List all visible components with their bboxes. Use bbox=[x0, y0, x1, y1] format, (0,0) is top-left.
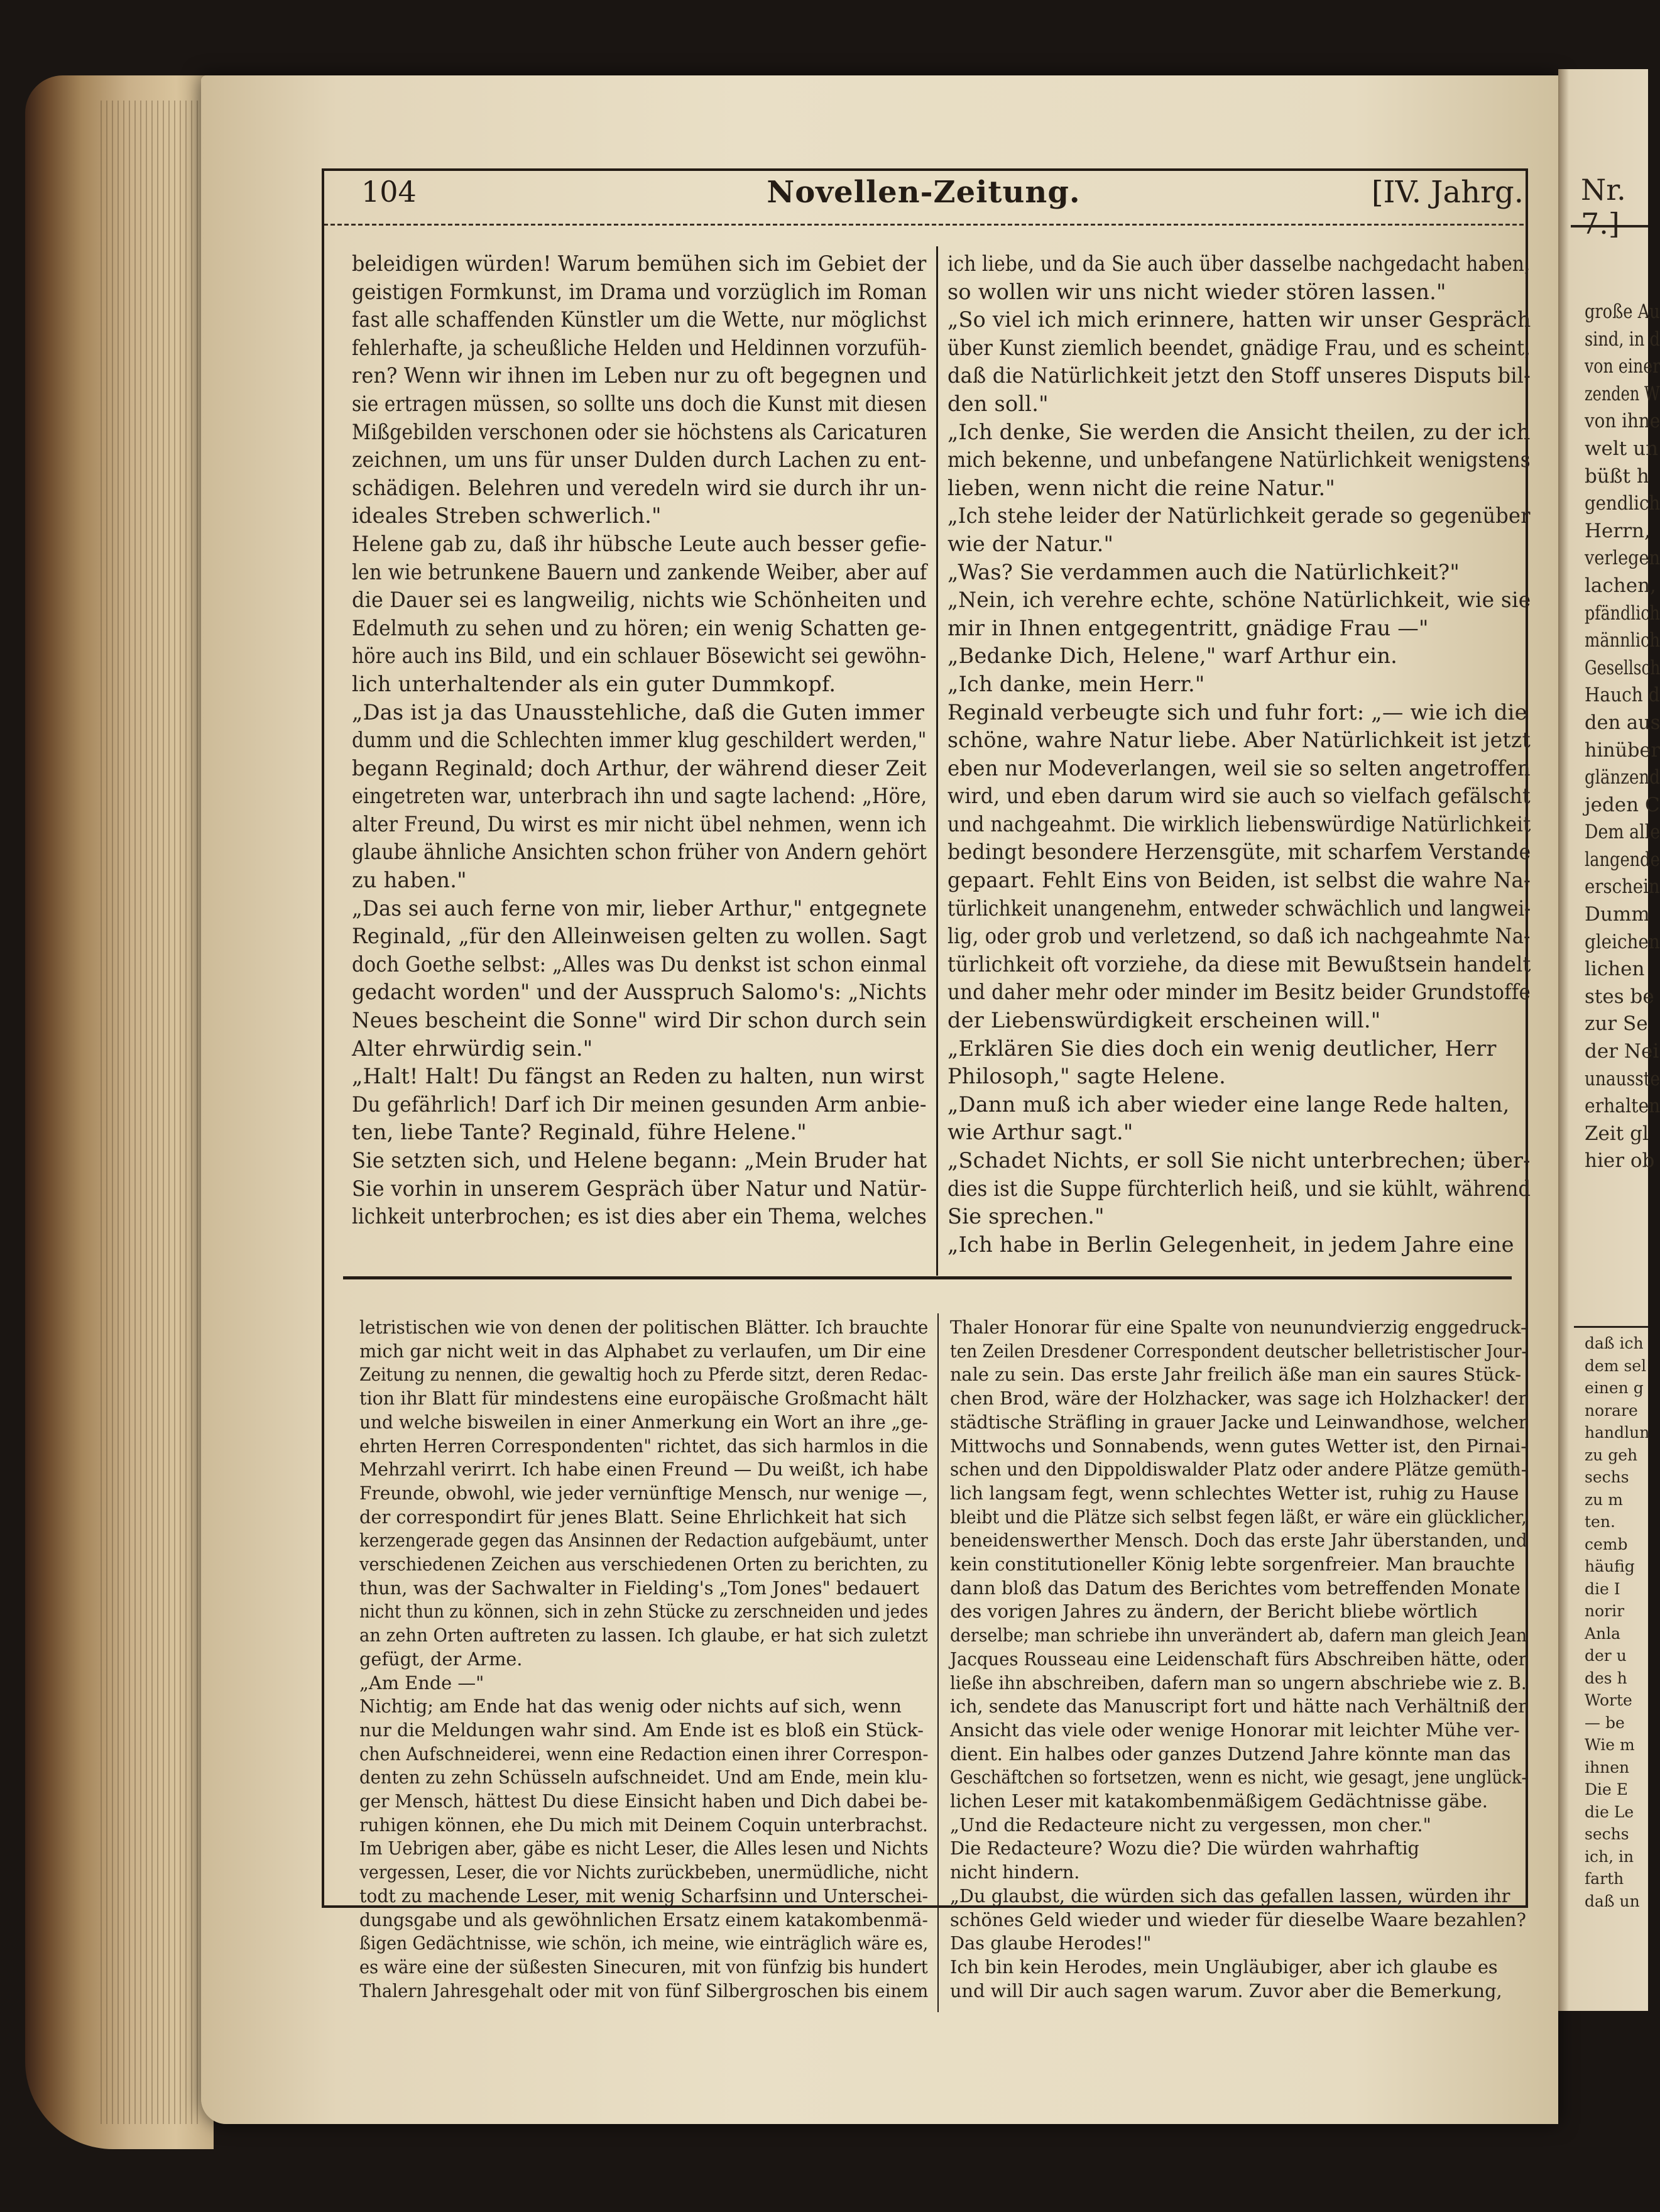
text-line: Zeitung zu nennen, die gewaltig hoch zu Pferde sitzt, deren Redac- bbox=[359, 1364, 928, 1386]
text-line: gepaart. Fehlt Eins von Beiden, ist selbst die wahre Na- bbox=[947, 868, 1531, 893]
text-line: fast alle schaffenden Künstler um die Wette, nur möglichst bbox=[352, 307, 927, 332]
text-line: zenden W bbox=[1585, 382, 1660, 405]
text-line: erschein bbox=[1585, 875, 1660, 899]
text-line: Die E bbox=[1585, 1780, 1629, 1799]
text-line: „Am Ende —" bbox=[359, 1672, 484, 1694]
text-line: bleibt und die Plätze sich selbst fegen läßt, er wäre ein glücklicher, bbox=[950, 1506, 1527, 1528]
text-line: Mißgebilden verschonen oder sie höchstens als Caricaturen bbox=[352, 419, 927, 444]
text-line: Alter ehrwürdig sein." bbox=[352, 1036, 593, 1061]
text-line: ßigen Gedächtnisse, wie schön, ich meine, wie einträglich wäre es, bbox=[359, 1932, 929, 1954]
text-line: wie Arthur sagt." bbox=[947, 1120, 1133, 1145]
text-line: mich gar nicht weit in das Alphabet zu verlaufen, um Dir eine bbox=[359, 1340, 926, 1362]
text-line: „Das ist ja das Unausstehliche, daß die Guten immer bbox=[352, 699, 925, 725]
text-line: lich langsam fegt, wenn schlechtes Wetter ist, ruhig zu Hause bbox=[950, 1482, 1519, 1504]
text-line: der Liebenswürdigkeit erscheinen will." bbox=[947, 1008, 1381, 1033]
text-line: letristischen wie von denen der politischen Blätter. Ich brauchte bbox=[359, 1317, 929, 1338]
text-line: ich, in bbox=[1585, 1847, 1634, 1866]
adjacent-page-upper-text bbox=[1585, 298, 1660, 1175]
upper-column-divider bbox=[936, 246, 938, 1276]
text-line: von einer bbox=[1585, 355, 1660, 378]
text-line: zeichnen, um uns für unser Dulden durch Lachen zu ent- bbox=[352, 447, 927, 473]
text-line: Thalern Jahresgehalt oder mit von fünf Silbergroschen bis einem bbox=[359, 1979, 929, 2001]
text-line: von ihne bbox=[1585, 410, 1660, 433]
text-line: Wie m bbox=[1585, 1736, 1635, 1754]
feuilleton-column-left bbox=[359, 1316, 928, 2003]
text-line: „Ich habe in Berlin Gelegenheit, in jedem Jahre eine bbox=[947, 1232, 1514, 1257]
text-line: nicht thun zu können, sich in zehn Stücke zu zerschneiden und jedes bbox=[359, 1601, 929, 1623]
text-line: Die Redacteure? Wozu die? Die würden wahrhaftig bbox=[950, 1837, 1419, 1859]
page-number: 104 bbox=[361, 175, 417, 209]
text-line: „Das sei auch ferne von mir, lieber Arthur," entgegnete bbox=[352, 895, 927, 921]
text-line: „Dann muß ich aber wieder eine lange Rede halten, bbox=[947, 1092, 1510, 1117]
text-line: verlegen bbox=[1585, 547, 1660, 570]
text-line: schönes Geld wieder und wieder für dieselbe Waare bezahlen? bbox=[950, 1908, 1526, 1930]
text-line: lich unterhaltender als ein guter Dummkopf. bbox=[352, 671, 836, 696]
text-line: dient. Ein halbes oder ganzes Dutzend Jahre könnte man das bbox=[950, 1743, 1511, 1765]
text-line: hinüber bbox=[1585, 738, 1660, 762]
left-border bbox=[322, 168, 324, 1907]
text-line: „Erklären Sie dies doch ein wenig deutlicher, Herr bbox=[947, 1036, 1497, 1061]
text-line: beleidigen würden! Warum bemühen sich im Gebiet der bbox=[352, 251, 927, 276]
text-line: chen Aufschneiderei, wenn eine Redaction einen ihrer Correspon- bbox=[359, 1743, 929, 1765]
text-line: eben nur Modeverlangen, weil sie so selten angetroffen bbox=[947, 755, 1531, 780]
text-line: thun, was der Sachwalter in Fielding's „Tom Jones" bedauert bbox=[359, 1577, 919, 1599]
text-line: Du gefährlich! Darf ich Dir meinen gesunden Arm anbie- bbox=[352, 1092, 927, 1117]
text-line: lichen Leser mit katakombenmäßigem Gedächtnisse gäbe. bbox=[950, 1790, 1488, 1812]
text-line: Worte bbox=[1585, 1691, 1632, 1709]
text-line: dem sel bbox=[1585, 1356, 1647, 1375]
text-line: Helene gab zu, daß ihr hübsche Leute auch besser gefie- bbox=[352, 531, 927, 556]
text-line: ließe ihn abschreiben, dafern man so ungern abschriebe wie z. B. bbox=[950, 1672, 1527, 1694]
text-line: todt zu machende Leser, mit wenig Scharfsinn und Unterschei- bbox=[359, 1885, 929, 1907]
text-line: lichkeit unterbrochen; es ist dies aber ein Thema, welches bbox=[352, 1204, 927, 1229]
text-line: unausste bbox=[1585, 1067, 1660, 1090]
text-line: Dumm bbox=[1585, 903, 1650, 926]
journal-title: Novellen-Zeitung. bbox=[767, 175, 1081, 210]
text-line: daß die Natürlichkeit jetzt den Stoff unseres Disputs bil- bbox=[947, 363, 1531, 388]
text-line: des h bbox=[1585, 1668, 1627, 1687]
text-line: lig, oder grob und verletzend, so daß ich nachgeahmte Na- bbox=[947, 924, 1531, 949]
book-page-edges bbox=[25, 75, 214, 2149]
header-wavy-rule bbox=[324, 224, 1527, 226]
text-line: „Halt! Halt! Du fängst an Reden zu halten, nun wirst bbox=[352, 1064, 925, 1089]
text-line: norir bbox=[1585, 1602, 1625, 1620]
text-line: ten, liebe Tante? Reginald, führe Helene." bbox=[352, 1120, 807, 1145]
text-line: ideales Streben schwerlich." bbox=[352, 503, 662, 528]
text-line: der Nei bbox=[1585, 1040, 1659, 1063]
text-line: „So viel ich mich erinnere, hatten wir unser Gespräch bbox=[947, 307, 1531, 332]
text-line: cemb bbox=[1585, 1535, 1628, 1553]
text-line: die Le bbox=[1585, 1802, 1634, 1821]
adjacent-page-header: Nr. 7.] bbox=[1581, 173, 1626, 241]
text-line: „Bedanke Dich, Helene," warf Arthur ein. bbox=[947, 643, 1398, 669]
text-line: der u bbox=[1585, 1646, 1627, 1665]
text-line: Mittwochs und Sonnabends, wenn gutes Wetter ist, den Pirnai- bbox=[950, 1435, 1527, 1457]
text-line: schöne, wahre Natur liebe. Aber Natürlichkeit ist jetzt bbox=[947, 728, 1531, 753]
text-line: mich bekenne, und unbefangene Natürlichkeit wenigstens bbox=[947, 447, 1531, 473]
text-line: alter Freund, Du wirst es mir nicht übel nehmen, wenn ich bbox=[352, 811, 927, 836]
text-line: und welche bisweilen in einer Anmerkung ein Wort an ihre „ge- bbox=[359, 1411, 929, 1433]
text-line: dann bloß das Datum des Berichtes vom betreffenden Monate bbox=[950, 1577, 1521, 1599]
text-line: zu m bbox=[1585, 1490, 1623, 1509]
text-line: sind, in d bbox=[1585, 327, 1660, 351]
text-line: norare bbox=[1585, 1401, 1638, 1420]
text-line: hier ob bbox=[1585, 1149, 1655, 1173]
text-line: Reginald, „für den Alleinweisen gelten zu wollen. Sagt bbox=[352, 924, 927, 949]
text-line: dies ist die Suppe fürchterlich heiß, und sie kühlt, während bbox=[947, 1176, 1531, 1201]
text-line: gefügt, der Arme. bbox=[359, 1648, 523, 1670]
text-line: höre auch ins Bild, und ein schlauer Bösewicht sei gewöhn- bbox=[352, 643, 927, 669]
text-line: chen Brod, wäre der Holzhacker, was sage ich Holzhacker! der bbox=[950, 1388, 1527, 1410]
text-line: fehlerhafte, ja scheußliche Helden und Heldinnen vorzufüh- bbox=[352, 335, 927, 360]
text-line: und nachgeahmt. Die wirklich liebenswürdige Natürlichkeit bbox=[947, 811, 1531, 836]
text-line: männlich bbox=[1585, 629, 1660, 652]
text-line: — be bbox=[1585, 1713, 1625, 1732]
text-line: Im Uebrigen aber, gäbe es nicht Leser, die Alles lesen und Nichts bbox=[359, 1837, 929, 1859]
text-line: und will Dir auch sagen warum. Zuvor aber die Bemerkung, bbox=[950, 1979, 1502, 2001]
text-line: Neues bescheint die Sonne" wird Dir schon durch sein bbox=[352, 1008, 927, 1033]
text-line: ruhigen können, ehe Du mich mit Deinem Coquin unterbrachst. bbox=[359, 1814, 928, 1836]
text-line: ihnen bbox=[1585, 1758, 1630, 1777]
text-line: nicht hindern. bbox=[950, 1861, 1080, 1883]
text-line: ich liebe, und da Sie auch über dasselbe nachgedacht haben, bbox=[947, 251, 1531, 276]
volume-label: [IV. Jahrg. bbox=[1371, 175, 1524, 210]
text-line: Dem alle bbox=[1585, 821, 1660, 844]
text-line: die Dauer sei es langweilig, nichts wie Schönheiten und bbox=[352, 588, 927, 613]
text-line: beneidenswerther Mensch. Doch das erste Jahr überstanden, und bbox=[950, 1530, 1527, 1552]
text-line: sie ertragen müssen, so sollte uns doch die Kunst mit diesen bbox=[352, 391, 927, 416]
text-line: gedacht worden" und der Ausspruch Salomo's: „Nichts bbox=[352, 980, 927, 1005]
text-line: Anla bbox=[1585, 1624, 1621, 1643]
text-line: ehrten Herren Correspondenten" richtet, das sich harmlos in die bbox=[359, 1435, 929, 1457]
text-line: Ansicht das viele oder wenige Honorar mit leichter Mühe ver- bbox=[950, 1719, 1520, 1741]
text-line: len wie betrunkene Bauern und zankende Weiber, aber auf bbox=[352, 559, 927, 584]
text-line: Philosoph," sagte Helene. bbox=[947, 1064, 1226, 1089]
text-line: doch Goethe selbst: „Alles was Du denkst ist schon einmal bbox=[352, 951, 927, 977]
text-line: „Schadet Nichts, er soll Sie nicht unterbrechen; über- bbox=[947, 1148, 1531, 1173]
text-line: zu geh bbox=[1585, 1445, 1638, 1464]
text-line: verschiedenen Zeichen aus verschiedenen Orten zu berichten, zu bbox=[359, 1553, 929, 1575]
text-line: den aus bbox=[1585, 711, 1660, 734]
text-line: Thaler Honorar für eine Spalte von neunundvierzig enggedruck- bbox=[950, 1317, 1527, 1338]
text-line: „Was? Sie verdammen auch die Natürlichkeit?" bbox=[947, 559, 1460, 584]
text-line: büßt h bbox=[1585, 464, 1649, 488]
text-line: sechs bbox=[1585, 1825, 1629, 1843]
text-line: ich, sendete das Manuscript fort und hätte nach Verhältniß der bbox=[950, 1695, 1527, 1717]
page-header bbox=[324, 162, 1524, 219]
text-line: einen g bbox=[1585, 1379, 1644, 1397]
text-line: Jacques Rousseau eine Leidenschaft fürs Abschreiben hätte, oder bbox=[950, 1648, 1527, 1670]
text-line: über Kunst ziemlich beendet, gnädige Frau, und es scheint, bbox=[947, 335, 1531, 360]
feuilleton-rule bbox=[343, 1276, 1512, 1279]
text-line: an zehn Orten auftreten zu lassen. Ich glaube, er hat sich zuletzt bbox=[359, 1624, 928, 1646]
text-line: wird, und eben darum wird sie auch so vielfach gefälscht bbox=[947, 784, 1531, 809]
novel-column-left bbox=[352, 250, 927, 1231]
adjacent-page-lower-text bbox=[1585, 1332, 1660, 1912]
text-line: „Ich danke, mein Herr." bbox=[947, 671, 1205, 696]
text-line: erhalten bbox=[1585, 1095, 1660, 1118]
text-line: und daher mehr oder minder im Besitz beider Grundstoffe bbox=[947, 980, 1531, 1005]
text-line: Mehrzahl verirrt. Ich habe einen Freund — Du weißt, ich habe bbox=[359, 1459, 929, 1481]
text-line: Ich bin kein Herodes, mein Ungläubiger, aber ich glaube es bbox=[950, 1956, 1498, 1978]
text-line: zur Se bbox=[1585, 1012, 1648, 1036]
text-line: türlichkeit oft vorziehe, da diese mit Bewußtsein handelt bbox=[947, 951, 1531, 977]
text-line: ten Zeilen Dresdener Correspondent deutscher belletristischer Jour- bbox=[950, 1340, 1527, 1362]
text-line: Edelmuth zu sehen und zu hören; ein wenig Schatten ge- bbox=[352, 615, 927, 640]
text-line: Hauch d bbox=[1585, 684, 1660, 707]
text-line: häufig bbox=[1585, 1557, 1635, 1575]
text-line: lichen bbox=[1585, 958, 1645, 981]
novel-column-right bbox=[947, 250, 1531, 1259]
text-line: sechs bbox=[1585, 1468, 1629, 1486]
text-line: kerzengerade gegen das Ansinnen der Redaction aufgebäumt, unter bbox=[359, 1530, 928, 1552]
text-line: mir in Ihnen entgegentritt, gnädige Frau —" bbox=[947, 615, 1429, 640]
text-line: Zeit gl bbox=[1585, 1122, 1649, 1145]
text-line: Das glaube Herodes!" bbox=[950, 1932, 1152, 1954]
text-line: den soll." bbox=[947, 391, 1049, 416]
text-line: begann Reginald; doch Arthur, der während dieser Zeit bbox=[352, 755, 927, 780]
text-line: es wäre eine der süßesten Sinecuren, mit von fünfzig bis hundert bbox=[359, 1956, 928, 1978]
text-line: dungsgabe und als gewöhnlichen Ersatz einem katakombenmä- bbox=[359, 1908, 928, 1930]
text-line: Reginald verbeugte sich und fuhr fort: „— wie ich die bbox=[947, 699, 1527, 725]
text-line: des vorigen Jahres zu ändern, der Bericht bliebe wörtlich bbox=[950, 1601, 1478, 1623]
text-line: ger Mensch, hättest Du diese Einsicht haben und Dich dabei be- bbox=[359, 1790, 928, 1812]
text-line: schen und den Dippoldiswalder Platz oder andere Plätze gemüth- bbox=[950, 1459, 1527, 1481]
text-line: tion ihr Blatt für mindestens eine europäische Großmacht hält bbox=[359, 1388, 928, 1410]
text-line: „Und die Redacteure nicht zu vergessen, mon cher." bbox=[950, 1814, 1431, 1836]
text-line: glänzend bbox=[1585, 766, 1660, 789]
text-line: Geschäftchen so fortsetzen, wenn es nicht, wie gesagt, jene unglück- bbox=[950, 1766, 1527, 1788]
text-line: wie der Natur." bbox=[947, 531, 1114, 556]
text-line: „Du glaubst, die würden sich das gefallen lassen, würden ihr bbox=[950, 1885, 1510, 1907]
text-line: schädigen. Belehren und veredeln wird sie durch ihr un- bbox=[352, 475, 927, 500]
text-line: jeden C bbox=[1585, 793, 1660, 816]
text-line: Sie vorhin in unserem Gespräch über Natur und Natür- bbox=[352, 1176, 927, 1201]
text-line: türlichkeit unangenehm, entweder schwächlich und langwei- bbox=[947, 895, 1531, 921]
text-line: nale zu sein. Das erste Jahr freilich äße man ein saures Stück- bbox=[950, 1364, 1522, 1386]
text-line: Sie sprechen." bbox=[947, 1204, 1105, 1229]
text-line: Gesellsch bbox=[1585, 656, 1660, 679]
text-line: Herrn, bbox=[1585, 519, 1651, 542]
adjacent-page bbox=[1558, 69, 1660, 2011]
text-line: große Au bbox=[1585, 300, 1660, 323]
text-line: Sie setzten sich, und Helene begann: „Mein Bruder hat bbox=[352, 1148, 927, 1173]
text-line: nur die Meldungen wahr sind. Am Ende ist es bloß ein Stück- bbox=[359, 1719, 924, 1741]
text-line: Freunde, obwohl, wie jeder vernünftige Mensch, nur wenige —, bbox=[359, 1482, 928, 1504]
text-line: Nichtig; am Ende hat das wenig oder nichts auf sich, wenn bbox=[359, 1695, 902, 1717]
text-line: geistigen Formkunst, im Drama und vorzüglich im Roman bbox=[352, 279, 927, 304]
text-line: ten. bbox=[1585, 1513, 1615, 1531]
text-line: bedingt besondere Herzensgüte, mit scharfem Verstande bbox=[947, 840, 1531, 865]
text-line: „Ich denke, Sie werden die Ansicht theilen, zu der ich bbox=[947, 419, 1531, 444]
text-line: der correspondirt für jenes Blatt. Seine Ehrlichkeit hat sich bbox=[359, 1506, 907, 1528]
text-line: „Nein, ich verehre echte, schöne Natürlichkeit, wie sie bbox=[947, 588, 1531, 613]
text-line: denten zu zehn Schüsseln aufschneidet. Und am Ende, mein klu- bbox=[359, 1766, 928, 1788]
text-line: lachen, bbox=[1585, 574, 1656, 597]
text-line: gleichen bbox=[1585, 930, 1660, 953]
feuilleton-column-right bbox=[950, 1316, 1527, 2003]
text-line: langende bbox=[1585, 848, 1660, 871]
text-line: gendlich bbox=[1585, 492, 1660, 515]
text-line: lieben, wenn nicht die reine Natur." bbox=[947, 475, 1335, 500]
text-line: ren? Wenn wir ihnen im Leben nur zu oft begegnen und bbox=[352, 363, 927, 388]
text-line: dumm und die Schlechten immer klug geschildert werden," bbox=[352, 728, 927, 753]
text-line: daß ich bbox=[1585, 1334, 1644, 1352]
text-line: glaube ähnliche Ansichten schon früher von Andern gehört bbox=[352, 840, 927, 865]
text-line: vergessen, Leser, die vor Nichts zurückbeben, unermüdliche, nicht bbox=[359, 1861, 928, 1883]
text-line: daß un bbox=[1585, 1892, 1640, 1910]
text-line: zu haben." bbox=[352, 868, 467, 893]
text-line: eingetreten war, unterbrach ihn und sagte lachend: „Höre, bbox=[352, 784, 927, 809]
text-line: stes be bbox=[1585, 985, 1654, 1008]
text-line: welt un bbox=[1585, 437, 1659, 460]
text-line: farth bbox=[1585, 1870, 1624, 1888]
text-line: städtische Sträfling in grauer Jacke und Leinwandhose, welcher bbox=[950, 1411, 1527, 1433]
text-line: die I bbox=[1585, 1579, 1620, 1598]
text-line: „Ich stehe leider der Natürlichkeit gerade so gegenüber bbox=[947, 503, 1531, 528]
text-line: handlun bbox=[1585, 1423, 1650, 1442]
text-line: pfändlich bbox=[1585, 601, 1660, 625]
text-line: derselbe; man schriebe ihn unverändert ab, dafern man gleich Jean bbox=[950, 1624, 1527, 1646]
text-line: so wollen wir uns nicht wieder stören lassen." bbox=[947, 279, 1446, 304]
text-line: kein constitutioneller König lebte sorgenfreier. Man brauchte bbox=[950, 1553, 1515, 1575]
